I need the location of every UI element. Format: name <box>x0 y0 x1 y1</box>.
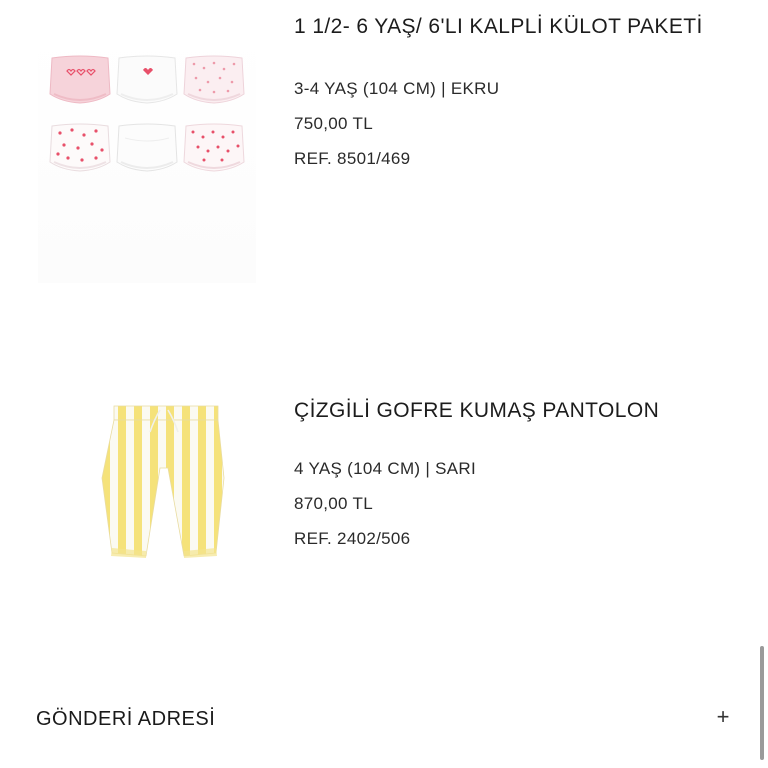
briefs-pack-image <box>38 28 256 178</box>
product-price: 870,00 TL <box>294 494 373 513</box>
cart-item <box>0 0 768 290</box>
product-size-color: 3-4 YAŞ (104 CM) | EKRU <box>294 79 500 98</box>
product-price: 750,00 TL <box>294 114 373 133</box>
product-title[interactable]: 1 1/2- 6 YAŞ/ 6'LI KALPLİ KÜLOT PAKETİ <box>294 15 703 38</box>
product-ref: REF. 8501/469 <box>294 149 411 168</box>
plus-icon[interactable]: + <box>716 704 730 729</box>
product-size-color: 4 YAŞ (104 CM) | SARI <box>294 459 477 478</box>
product-info <box>294 396 734 556</box>
product-title[interactable]: ÇİZGİLİ GOFRE KUMAŞ PANTOLON <box>294 399 660 422</box>
striped-trousers-image <box>38 398 256 578</box>
shipping-address-accordion[interactable] <box>0 696 768 746</box>
product-info <box>294 12 734 176</box>
cart-item <box>0 380 768 590</box>
product-image[interactable] <box>38 398 256 578</box>
scrollbar[interactable] <box>760 646 764 760</box>
product-ref: REF. 2402/506 <box>294 529 411 548</box>
shipping-address-title: GÖNDERİ ADRESİ <box>36 708 216 730</box>
product-image[interactable] <box>38 28 256 283</box>
